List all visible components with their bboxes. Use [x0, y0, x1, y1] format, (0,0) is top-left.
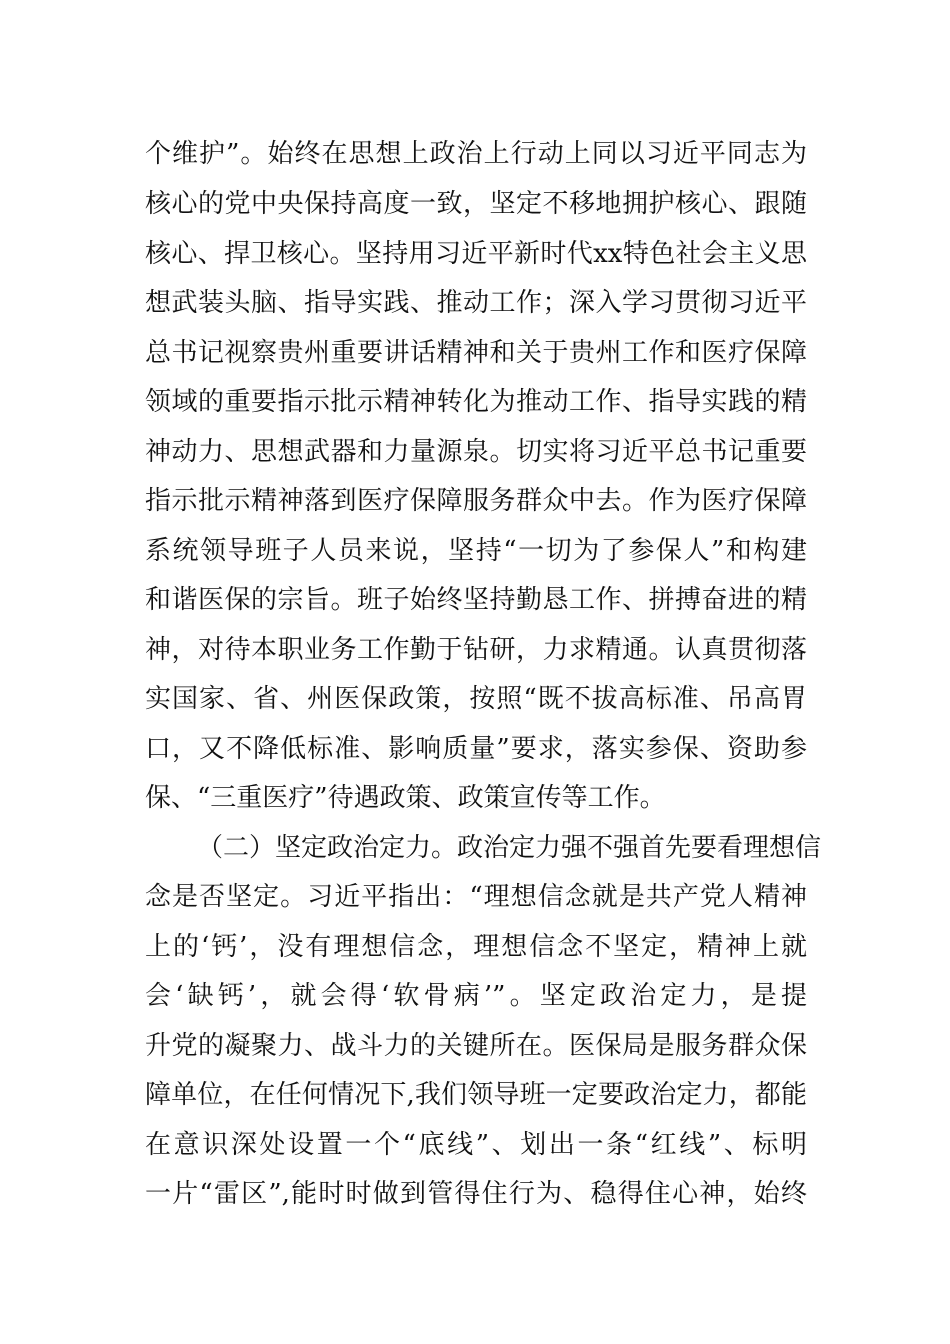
paragraph-1-line-11: 神，对待本职业务工作勤于钻研，力求精通。认真贯彻落: [145, 635, 807, 665]
paragraph-1-line-9: 系统领导班子人员来说，坚持“一切为了参保人”和构建: [145, 536, 807, 566]
paragraph-1-line-12: 实国家、省、州医保政策，按照“既不拔高标准、吊高胃: [145, 684, 807, 714]
paragraph-1-line-1: 个维护”。始终在思想上政治上行动上同以习近平同志为: [145, 139, 807, 169]
paragraph-2-line-5: 升党的凝聚力、战斗力的关键所在。医保局是服务群众保: [145, 1031, 807, 1061]
paragraph-1-line-2: 核心的党中央保持高度一致，坚定不移地拥护核心、跟随: [145, 189, 807, 219]
paragraph-2-line-1: （二）坚定政治定力。政治定力强不强首先要看理想信: [197, 833, 822, 863]
paragraph-2-line-2: 念是否坚定。习近平指出：“理想信念就是共产党人精神: [145, 882, 807, 912]
paragraph-2-line-4: 会‘缺钙’，就会得‘软骨病’”。坚定政治定力，是提: [145, 981, 807, 1011]
paragraph-1-line-7: 神动力、思想武器和力量源泉。切实将习近平总书记重要: [145, 437, 807, 467]
paragraph-1-line-10: 和谐医保的宗旨。班子始终坚持勤恳工作、拼搏奋进的精: [145, 585, 807, 615]
paragraph-1-line-3: 核心、捍卫核心。坚持用习近平新时代xx特色社会主义思: [145, 239, 807, 269]
paragraph-2-line-7: 在意识深处设置一个“底线”、划出一条“红线”、标明: [145, 1130, 807, 1160]
paragraph-1-line-14: 保、“三重医疗”待遇政策、政策宣传等工作。: [145, 783, 666, 813]
paragraph-2-line-3: 上的‘钙’，没有理想信念，理想信念不坚定，精神上就: [145, 932, 807, 962]
paragraph-1-line-4: 想武装头脑、指导实践、推动工作；深入学习贯彻习近平: [145, 288, 807, 318]
paragraph-2-line-6: 障单位，在任何情况下,我们领导班一定要政治定力，都能: [145, 1080, 807, 1110]
paragraph-1-line-5: 总书记视察贵州重要讲话精神和关于贵州工作和医疗保障: [145, 338, 807, 368]
paragraph-1-line-8: 指示批示精神落到医疗保障服务群众中去。作为医疗保障: [145, 486, 807, 516]
paragraph-2-line-8: 一片“雷区”,能时时做到管得住行为、稳得住心神，始终: [145, 1179, 807, 1209]
paragraph-1-line-6: 领域的重要指示批示精神转化为推动工作、指导实践的精: [145, 387, 807, 417]
paragraph-1-line-13: 口，又不降低标准、影响质量”要求，落实参保、资助参: [145, 734, 807, 764]
